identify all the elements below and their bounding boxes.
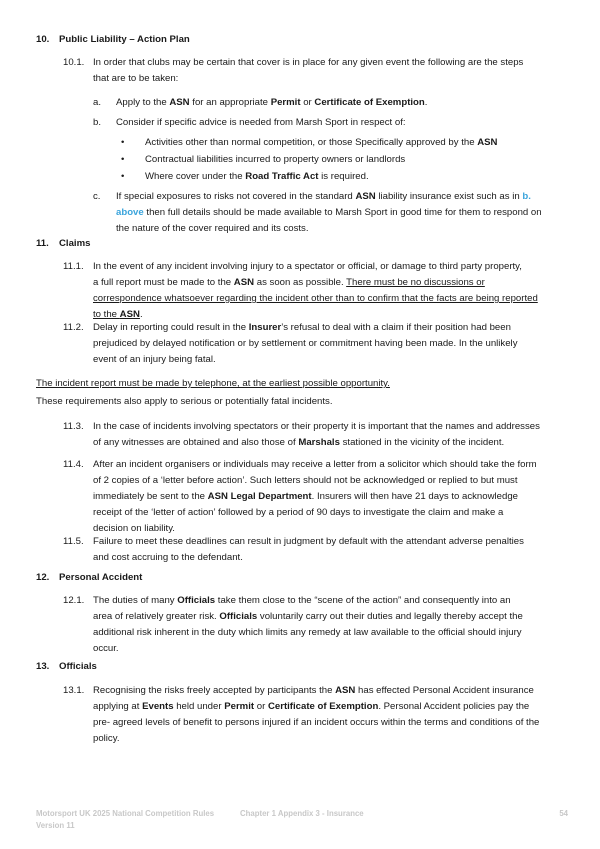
- cross-reference-link[interactable]: b.: [522, 191, 531, 202]
- certificate-term: Certificate of Exemption: [314, 97, 425, 108]
- text-run: then full details should be made available to Marsh Sport in good time for them to respond on: [143, 207, 542, 218]
- underlined-text: There must be no discussions or: [346, 277, 485, 288]
- text-line: In the case of incidents involving spectators or their property it is important that the names and addresses: [93, 421, 540, 432]
- item-label: b.: [93, 117, 102, 128]
- paragraph-number: 11.2.: [63, 322, 84, 333]
- requirements-note: These requirements also apply to serious or potentially fatal incidents.: [36, 396, 333, 407]
- asn-term: ASN: [335, 685, 356, 696]
- text-run: has effected Personal Accident insurance: [355, 685, 534, 696]
- underlined-text: to the: [93, 309, 120, 320]
- paragraph-10-1: [63, 55, 568, 87]
- officials-term: Officials: [177, 595, 216, 606]
- marshals-term: Marshals: [298, 437, 340, 448]
- paragraph-number: 12.1.: [63, 595, 85, 606]
- text-line: After an incident organisers or individuals may receive a letter from a solicitor which should take the form: [93, 459, 537, 470]
- text-line: In the event of any incident involving injury to a spectator or official, or damage to third party property,: [93, 261, 522, 272]
- insurer-term: Insurer: [248, 322, 282, 333]
- paragraph-number: 13.1.: [63, 685, 85, 696]
- certificate-term: Certificate of Exemption: [267, 701, 379, 712]
- item-10-1-b: [93, 115, 568, 131]
- asn-term: ASN: [233, 277, 255, 288]
- paragraph-number: 10.1.: [63, 57, 85, 68]
- text-line: that are to be taken:: [93, 73, 179, 84]
- text-run: of any witnesses are obtained and also those of: [93, 437, 299, 448]
- item-text: Consider if specific advice is needed from Marsh Sport in respect of:: [116, 117, 406, 128]
- paragraph-11-1: [63, 259, 568, 323]
- legal-department-term: ASN Legal Department: [207, 491, 312, 502]
- text-run: a full report must be made to the: [93, 277, 234, 288]
- bullet-icon: •: [121, 171, 125, 182]
- text-run: .: [139, 309, 143, 320]
- text-line: and cost accruing to the defendant.: [93, 552, 243, 563]
- text-run: immediately be sent to the: [93, 491, 208, 502]
- text-run: If special exposures to risks not covered in the standard: [116, 191, 356, 202]
- paragraph-number: 11.1.: [63, 261, 84, 272]
- permit-term: Permit: [270, 97, 301, 108]
- bullet-icon: •: [121, 137, 125, 148]
- section-title: Claims: [59, 238, 91, 249]
- text-line: In order that clubs may be certain that cover is in place for any given event the following are the steps: [93, 57, 524, 68]
- text-line: pre- agreed levels of benefit to persons injured if an incident occurs within the terms and conditions of the: [93, 717, 540, 728]
- item-10-1-c: [93, 189, 568, 237]
- section-10-heading: [36, 32, 190, 48]
- text-run: or: [254, 701, 268, 712]
- item-label: a.: [93, 97, 102, 108]
- text-run: . Insurers will then have 21 days to acknowledge: [311, 491, 518, 502]
- section-title: Public Liability – Action Plan: [59, 34, 190, 45]
- section-number: 12.: [36, 572, 50, 583]
- text-run: Apply to the: [116, 97, 170, 108]
- text-run: Activities other than normal competition, or those Specifically approved by the: [145, 137, 478, 148]
- text-run: area of relatively greater risk.: [93, 611, 220, 622]
- page-number: 54: [559, 809, 568, 818]
- bullet-item: [121, 152, 568, 168]
- text-line: additional risk inherent in the duty which limits any remedy at law available to the official should injury: [93, 627, 522, 638]
- text-run: . Personal Accident policies pay the: [378, 701, 530, 712]
- paragraph-number: 11.5.: [63, 536, 84, 547]
- paragraph-11-5: [63, 534, 568, 566]
- bullet-item: [121, 169, 568, 185]
- footer-chapter: Chapter 1 Appendix 3 - Insurance: [240, 809, 364, 818]
- text-run: voluntarily carry out their duties and legally thereby accept the: [257, 611, 523, 622]
- section-number: 11.: [36, 238, 49, 249]
- paragraph-number: 11.4.: [63, 459, 84, 470]
- footer-rules-title: Motorsport UK 2025 National Competition Rules: [36, 809, 215, 818]
- text-run: Recognising the risks freely accepted by participants the: [93, 685, 336, 696]
- text-run: is required.: [318, 171, 369, 182]
- section-11-heading: [36, 236, 90, 252]
- item-label: c.: [93, 191, 101, 202]
- paragraph-number: 11.3.: [63, 421, 84, 432]
- text-line: receipt of the ‘letter of action’ followed by a period of 90 days to investigate the claim and make a: [93, 507, 504, 518]
- paragraph-11-3: [63, 419, 568, 451]
- text-run: liability insurance exist such as in: [375, 191, 523, 202]
- item-10-1-a: [93, 95, 568, 111]
- text-run: or: [300, 97, 315, 108]
- officials-term: Officials: [219, 611, 258, 622]
- text-line: occur.: [93, 643, 119, 654]
- text-run: as soon as possible.: [254, 277, 347, 288]
- road-traffic-act-term: Road Traffic Act: [245, 171, 319, 182]
- asn-term: ASN: [477, 137, 498, 148]
- text-run: applying at: [93, 701, 143, 712]
- text-line: the nature of the cover required and its costs.: [116, 223, 309, 234]
- text-line: of 2 copies of a ‘letter before action’. Such letters should not be acknowledged or replied to but must: [93, 475, 518, 486]
- text-line: Failure to meet these deadlines can result in judgment by default with the attendant adverse penalties: [93, 536, 524, 547]
- text-line: prejudiced by delayed notification or by settlement or commitment having been made. In the unlikely: [93, 338, 518, 349]
- paragraph-11-2: [63, 320, 568, 368]
- section-title: Personal Accident: [59, 572, 143, 583]
- events-term: Events: [142, 701, 174, 712]
- text-run: Delay in reporting could result in the: [93, 322, 249, 333]
- text-run: held under: [173, 701, 225, 712]
- bullet-text: Contractual liabilities incurred to property owners or landlords: [145, 154, 406, 165]
- section-number: 10.: [36, 34, 50, 45]
- text-run: take them close to the “scene of the action” and consequently into an: [215, 595, 511, 606]
- text-line: policy.: [93, 733, 120, 744]
- underlined-text: correspondence whatsoever regarding the incident other than to confirm that the facts are being reported: [93, 293, 538, 304]
- bullet-item: [121, 135, 568, 151]
- paragraph-13-1: [63, 683, 568, 747]
- text-run: ’s refusal to deal with a claim if their position had been: [281, 322, 511, 333]
- text-run: for an appropriate: [189, 97, 271, 108]
- asn-term: ASN: [169, 97, 190, 108]
- asn-term: ASN: [119, 309, 140, 320]
- permit-term: Permit: [224, 701, 255, 712]
- section-12-heading: [36, 570, 142, 586]
- text-run: stationed in the vicinity of the incident.: [339, 437, 505, 448]
- text-line: decision on liability.: [93, 523, 175, 534]
- cross-reference-link[interactable]: above: [116, 207, 144, 218]
- paragraph-12-1: [63, 593, 568, 657]
- paragraph-11-4: [63, 457, 568, 537]
- text-run: .: [424, 97, 428, 108]
- section-13-heading: [36, 659, 97, 675]
- section-number: 13.: [36, 661, 50, 672]
- text-line: event of an injury being fatal.: [93, 354, 216, 365]
- section-title: Officials: [59, 661, 97, 672]
- footer-version: Version 11: [36, 821, 75, 830]
- text-run: Where cover under the: [145, 171, 246, 182]
- incident-report-note: The incident report must be made by telephone, at the earliest possible opportunity.: [36, 378, 390, 389]
- text-run: The duties of many: [93, 595, 178, 606]
- bullet-icon: •: [121, 154, 125, 165]
- asn-term: ASN: [355, 191, 376, 202]
